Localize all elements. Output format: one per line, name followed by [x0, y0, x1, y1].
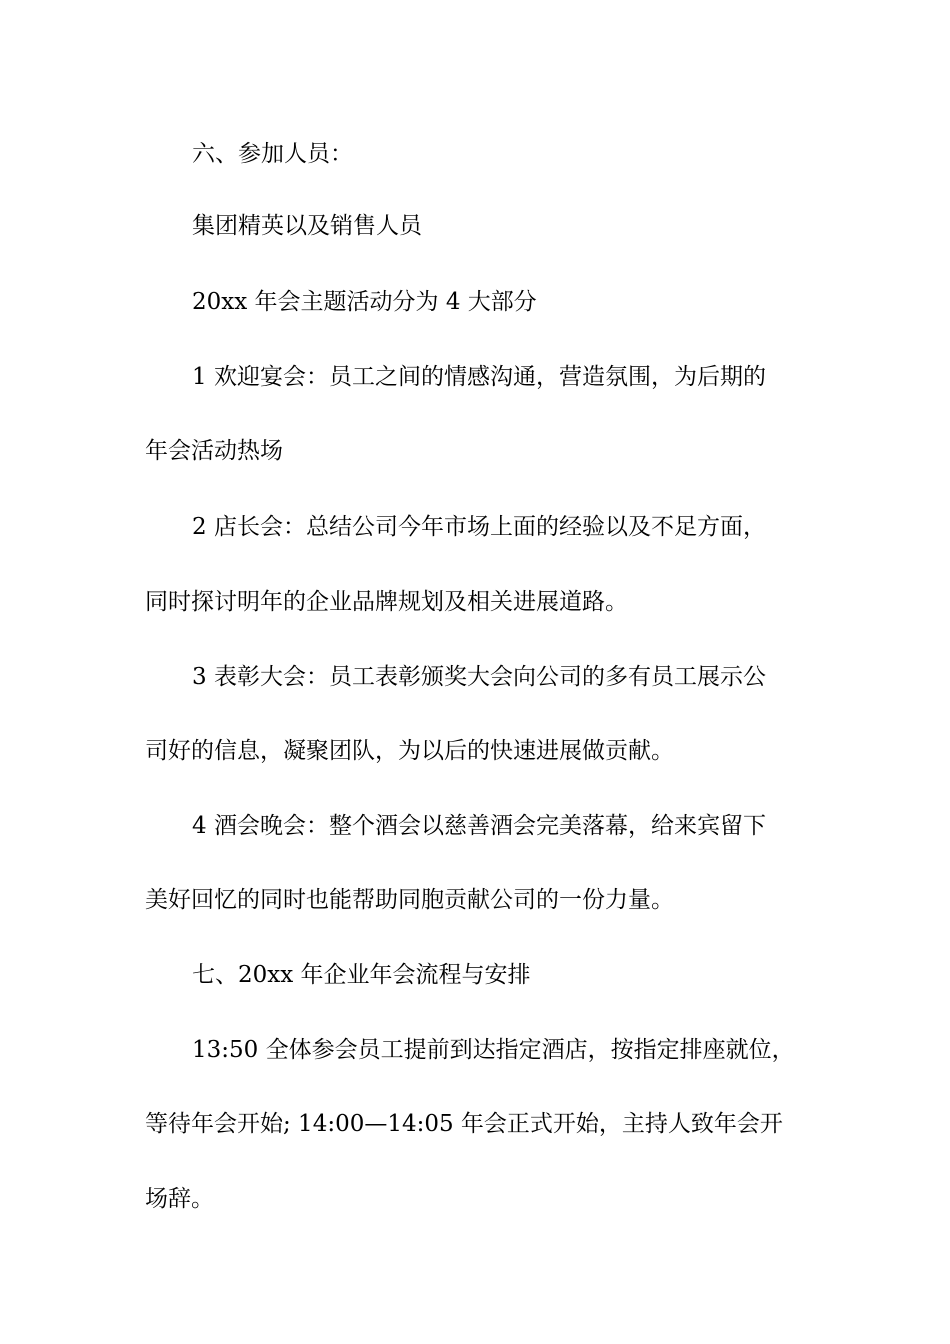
paragraph-participants: 集团精英以及销售人员 — [192, 213, 422, 239]
paragraph-activity-overview: 20xx 年会主题活动分为 4 大部分 — [192, 289, 537, 315]
paragraph-awards-ceremony-line2: 司好的信息，凝聚团队，为以后的快速进展做贡献。 — [145, 738, 674, 764]
paragraph-cocktail-party-line2: 美好回忆的同时也能帮助同胞贡献公司的一份力量。 — [145, 887, 674, 913]
paragraph-cocktail-party-line1: 4 酒会晚会：整个酒会以慈善酒会完美落幕，给来宾留下 — [192, 813, 766, 839]
paragraph-store-manager-meeting-line1: 2 店长会：总结公司今年市场上面的经验以及不足方面， — [192, 514, 766, 540]
paragraph-awards-ceremony-line1: 3 表彰大会：员工表彰颁奖大会向公司的多有员工展示公 — [192, 664, 766, 690]
paragraph-schedule-line3: 场辞。 — [145, 1186, 214, 1212]
paragraph-welcome-banquet-line1: 1 欢迎宴会：员工之间的情感沟通，营造氛围，为后期的 — [192, 364, 766, 390]
paragraph-store-manager-meeting-line2: 同时探讨明年的企业品牌规划及相关进展道路。 — [145, 589, 628, 615]
paragraph-welcome-banquet-line2: 年会活动热场 — [145, 438, 283, 464]
section-heading-schedule: 七、20xx 年企业年会流程与安排 — [192, 962, 531, 988]
paragraph-schedule-line2: 等待年会开始; 14:00—14:05 年会正式开始，主持人致年会开 — [145, 1111, 783, 1137]
paragraph-schedule-line1: 13:50 全体参会员工提前到达指定酒店，按指定排座就位， — [192, 1037, 795, 1063]
section-heading-participants: 六、参加人员： — [192, 141, 353, 167]
